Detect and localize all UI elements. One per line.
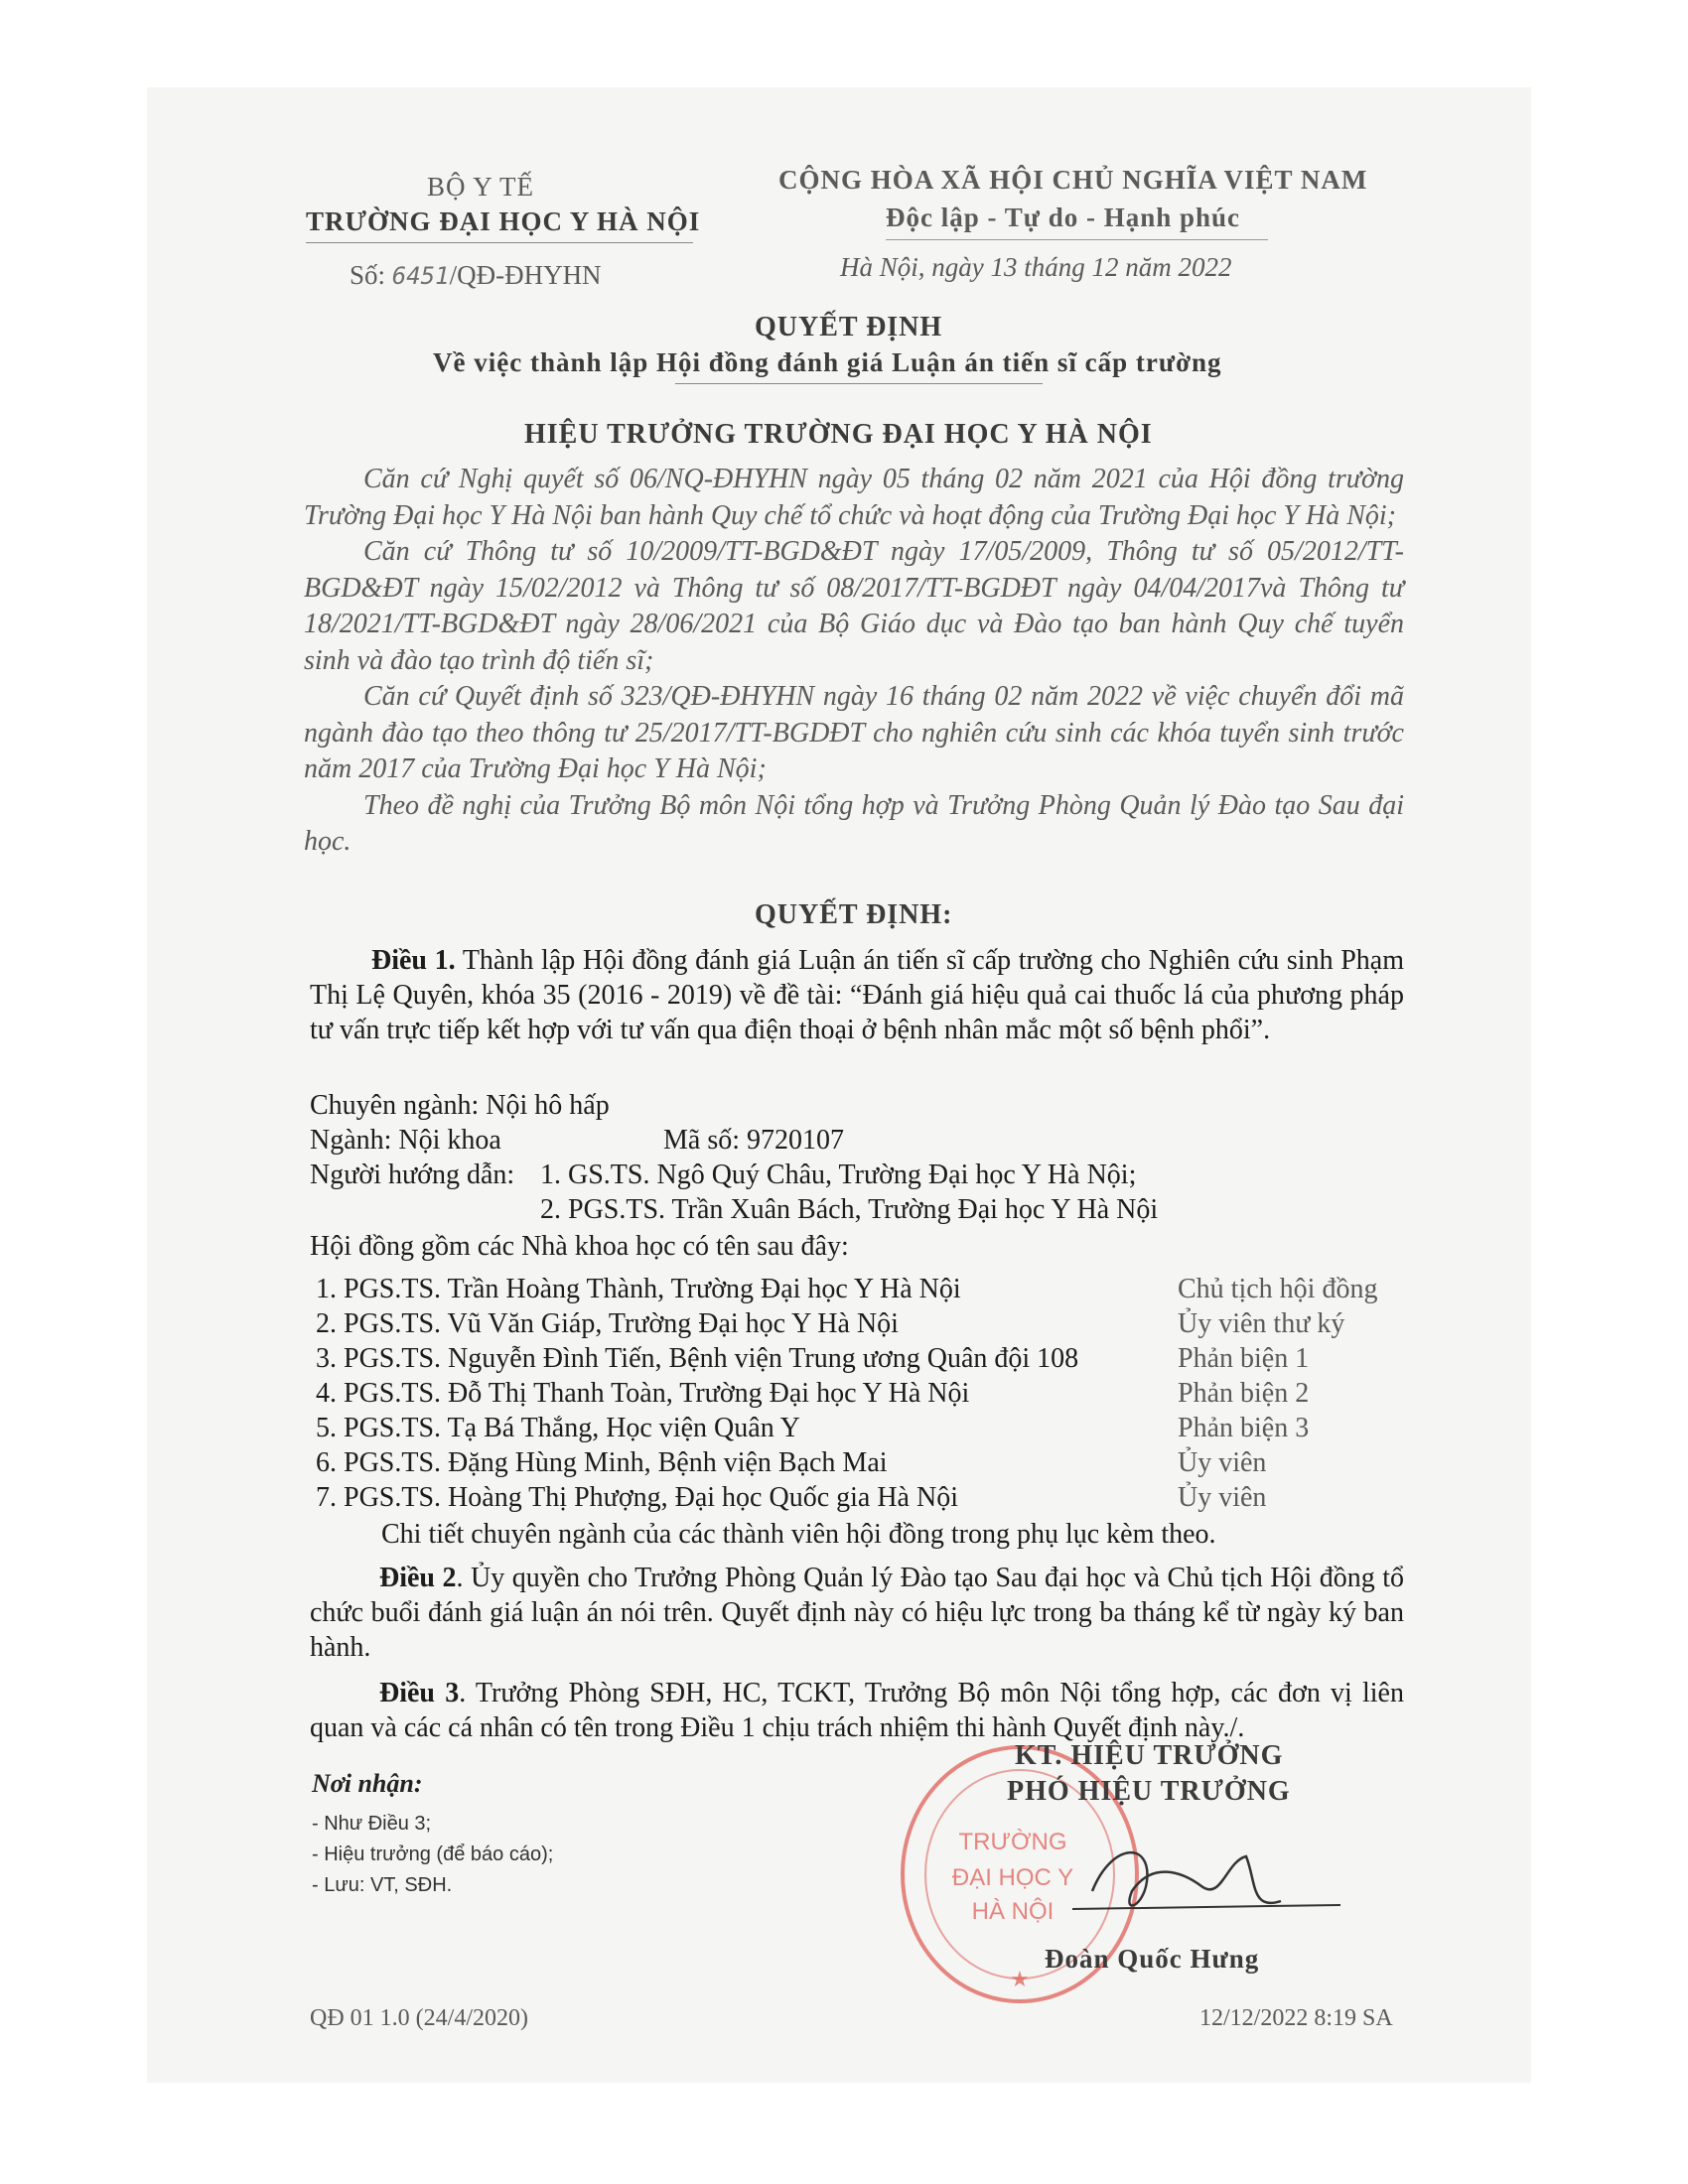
doc-number-handwritten: 6451 <box>391 262 450 290</box>
member-name: 3. PGS.TS. Nguyễn Đình Tiến, Bệnh viện Trung ương Quân đội 108 <box>316 1343 1079 1374</box>
member-name: 2. PGS.TS. Vũ Văn Giáp, Trường Đại học Y Hà Nội <box>316 1308 899 1339</box>
member-name: 6. PGS.TS. Đặng Hùng Minh, Bệnh viện Bạch Mai <box>316 1447 888 1478</box>
council-member <box>316 1378 1408 1413</box>
major: Ngành: Nội khoa <box>310 1125 501 1156</box>
stamp-line-2: ĐẠI HỌC Y <box>951 1864 1074 1891</box>
stamp-star: ★ <box>1010 1968 1030 1992</box>
document-number <box>350 260 602 291</box>
specialty: Chuyên ngành: Nội hô hấp <box>310 1090 610 1121</box>
article-1-label: Điều 1. <box>371 945 456 976</box>
form-code: QĐ 01 1.0 (24/4/2020) <box>310 2005 528 2031</box>
recipients-list <box>312 1809 553 1901</box>
doc-number-prefix: Số: <box>350 260 386 290</box>
recipient-item: - Như Điều 3; <box>312 1813 432 1835</box>
decision-heading: QUYẾT ĐỊNH: <box>755 899 953 930</box>
issuing-authority: HIỆU TRƯỞNG TRƯỜNG ĐẠI HỌC Y HÀ NỘI <box>524 419 1153 450</box>
recipients-title: Nơi nhận: <box>312 1769 423 1798</box>
subject-underline <box>675 383 1043 384</box>
council-member <box>316 1308 1408 1343</box>
advisor-label: Người hướng dẫn: <box>310 1160 515 1190</box>
member-role: Phản biện 2 <box>1178 1378 1310 1409</box>
member-name: 1. PGS.TS. Trần Hoàng Thành, Trường Đại học Y Hà Nội <box>316 1274 961 1304</box>
advisor-2: 2. PGS.TS. Trần Xuân Bách, Trường Đại học Y Hà Nội <box>540 1194 1159 1225</box>
recipient-item: - Hiệu trưởng (để báo cáo); <box>312 1843 554 1865</box>
nation-name: CỘNG HÒA XÃ HỘI CHỦ NGHĨA VIỆT NAM <box>778 165 1368 195</box>
signer-name: Đoàn Quốc Hưng <box>1045 1944 1260 1974</box>
decision-subject: Về việc thành lập Hội đồng đánh giá Luận án tiến sĩ cấp trường <box>433 347 1222 377</box>
sign-title-1: KT. HIỆU TRƯỞNG <box>1015 1740 1284 1771</box>
member-role: Ủy viên <box>1178 1447 1267 1478</box>
council-member <box>316 1274 1408 1308</box>
handwritten-signature <box>1053 1822 1350 1941</box>
article-2-label: Điều 2 <box>379 1563 457 1593</box>
article-1 <box>310 943 1404 1047</box>
motto: Độc lập - Tự do - Hạnh phúc <box>886 203 1241 232</box>
council-member <box>316 1343 1408 1378</box>
article-3 <box>310 1676 1404 1745</box>
member-role: Ủy viên thư ký <box>1178 1308 1345 1339</box>
university-name: TRƯỜNG ĐẠI HỌC Y HÀ NỘI <box>306 206 701 236</box>
major-code: Mã số: 9720107 <box>663 1125 844 1156</box>
stamp-line-3: HÀ NỘI <box>971 1898 1055 1925</box>
member-role: Ủy viên <box>1178 1482 1267 1513</box>
member-name: 7. PGS.TS. Hoàng Thị Phượng, Đại học Quốc gia Hà Nội <box>316 1482 958 1513</box>
recipient-item: - Lưu: VT, SĐH. <box>312 1874 453 1896</box>
place-date: Hà Nội, ngày 13 tháng 12 năm 2022 <box>840 252 1232 282</box>
member-name: 5. PGS.TS. Tạ Bá Thắng, Học viện Quân Y <box>316 1413 800 1443</box>
article-2 <box>310 1561 1404 1665</box>
article-3-label: Điều 3 <box>379 1678 460 1708</box>
member-role: Chủ tịch hội đồng <box>1178 1274 1378 1304</box>
article-3-text: . Trưởng Phòng SĐH, HC, TCKT, Trưởng Bộ môn Nội tổng hợp, các đơn vị liên quan và các cá nhân có tên trong Điều 1 chịu trách nhiệm thi hành Quyết định này./. <box>310 1678 1404 1743</box>
university-underline <box>306 242 693 243</box>
stamp-line-1: TRƯỜNG <box>958 1829 1067 1855</box>
advisor-1: 1. GS.TS. Ngô Quý Châu, Trường Đại học Y Hà Nội; <box>540 1160 1137 1190</box>
preamble <box>304 462 1404 861</box>
member-role: Phản biện 1 <box>1178 1343 1310 1374</box>
council-intro: Hội đồng gồm các Nhà khoa học có tên sau đây: <box>310 1231 849 1262</box>
preamble-clause: Theo đề nghị của Trưởng Bộ môn Nội tổng hợp và Trưởng Phòng Quản lý Đào tạo Sau đại học. <box>304 789 1404 857</box>
article-1-text: Thành lập Hội đồng đánh giá Luận án tiến sĩ cấp trường cho Nghiên cứu sinh Phạm Thị Lệ Quyên, khóa 35 (2016 - 2019) về đề tài: “Đánh giá hiệu quả cai thuốc lá của phương pháp tư vấn trực tiếp kết hợp với tư vấn qua điện thoại ở bệnh nhân mắc một số bệnh phổi”. <box>310 945 1405 1045</box>
preamble-clause: Căn cứ Thông tư số 10/2009/TT-BGD&ĐT ngày 17/05/2009, Thông tư số 05/2012/TT-BGD&ĐT ngày 15/02/2012 và Thông tư số 08/2017/TT-BGDĐT ngày 04/04/2017và Thông tư 18/2021/TT-BGD&ĐT ngày 28/06/2021 của Bộ Giáo dục và Đào tạo ban hành Quy chế tuyển sinh và đào tạo trình độ tiến sĩ; <box>304 536 1404 676</box>
preamble-clause: Căn cứ Quyết định số 323/QĐ-ĐHYHN ngày 16 tháng 02 năm 2022 về việc chuyển đổi mã ngành đào tạo theo thông tư 25/2017/TT-BGDĐT cho nghiên cứu sinh các khóa tuyển sinh trước năm 2017 của Trường Đại học Y Hà Nội; <box>304 681 1404 784</box>
print-timestamp: 12/12/2022 8:19 SA <box>1199 2005 1393 2031</box>
ministry-name: BỘ Y TẾ <box>427 172 534 202</box>
council-member-list <box>316 1274 1408 1517</box>
council-member <box>316 1447 1408 1482</box>
article-2-text: . Ủy quyền cho Trưởng Phòng Quản lý Đào tạo Sau đại học và Chủ tịch Hội đồng tổ chức buổi đánh giá luận án nói trên. Quyết định này có hiệu lực trong ba tháng kể từ ngày ký ban hành. <box>310 1563 1405 1663</box>
motto-underline <box>886 239 1268 240</box>
council-member <box>316 1482 1408 1517</box>
appendix-note: Chi tiết chuyên ngành của các thành viên hội đồng trong phụ lục kèm theo. <box>381 1519 1216 1550</box>
council-member <box>316 1413 1408 1447</box>
preamble-clause: Căn cứ Nghị quyết số 06/NQ-ĐHYHN ngày 05 tháng 02 năm 2021 của Hội đồng trường Trường Đại học Y Hà Nội ban hành Quy chế tổ chức và hoạt động của Trường Đại học Y Hà Nội; <box>304 464 1404 531</box>
doc-number-suffix: /QĐ-ĐHYHN <box>449 260 602 290</box>
member-name: 4. PGS.TS. Đỗ Thị Thanh Toàn, Trường Đại học Y Hà Nội <box>316 1378 970 1409</box>
member-role: Phản biện 3 <box>1178 1413 1310 1443</box>
decision-title: QUYẾT ĐỊNH <box>755 312 943 342</box>
sign-title-2: PHÓ HIỆU TRƯỞNG <box>1007 1776 1291 1807</box>
